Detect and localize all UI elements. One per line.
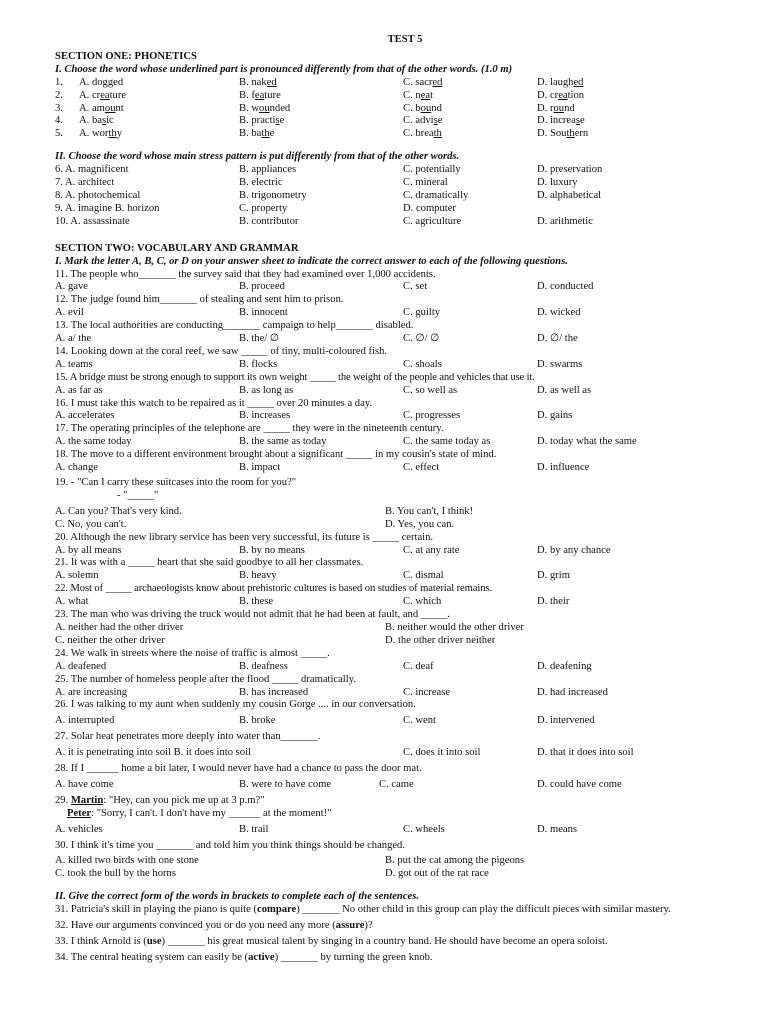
section-one-heading: SECTION ONE: PHONETICS xyxy=(55,50,197,62)
question-24: 24. We walk in streets where the noise of traffic is almost _____. xyxy=(55,647,330,659)
options-23-ab: A. neither had the other driver B. neither would the other driver xyxy=(55,621,524,633)
phonetics-row-4: 4. A. basic B. practise C. advise D. increase xyxy=(55,115,715,128)
option-c: C. sacred xyxy=(403,76,443,88)
options-16: A. accelerates B. increases C. progresses D. gains xyxy=(55,410,573,422)
word-form-instruction: II. Give the correct form of the words in brackets to complete each of the sentences. xyxy=(55,891,419,903)
options-23-cd: C. neither the other driver D. the other driver neither xyxy=(55,634,496,646)
stress-row-6: 6. A. magnificent B. appliances C. potentially D. preservation xyxy=(55,164,603,176)
option-a: A. worthy xyxy=(79,128,122,140)
options-15: A. as far as B. as long as C. so well as D. as well as xyxy=(55,384,592,396)
phonetics-instruction-1: I. Choose the word whose underlined part is pronounced differently from that of the other words. (1.0 m) xyxy=(55,63,513,75)
options-21: A. solemn B. heavy C. dismal D. grim xyxy=(55,570,570,582)
phonetics-row-5: 5. A. worthy B. bathe C. breath D. Southern xyxy=(55,128,715,141)
options-11: A. gave B. proceed C. set D. conducted xyxy=(55,281,594,293)
option-b: B. wounded xyxy=(239,102,291,114)
stress-row-10: 10. A. assassinate B. contributor C. agriculture D. arithmetic xyxy=(55,215,593,227)
question-17: 17. The operating principles of the telephone are _____ they were in the nineteenth century. xyxy=(55,423,444,435)
question-30: 30. I think it's time you _______ and told him you think things should be changed. xyxy=(55,839,406,851)
phonetics-row-3: 3. A. amount B. wounded C. bound D. round xyxy=(55,103,715,116)
options-27: A. it is penetrating into soil B. it does into soil C. does it into soil D. that it does into soil xyxy=(55,747,634,759)
options-25: A. are increasing B. has increased C. increase D. had increased xyxy=(55,686,608,698)
option-a: A. creature xyxy=(79,89,127,101)
options-30-cd: C. took the bull by the horns D. got out of the rat race xyxy=(55,868,489,880)
question-12: 12. The judge found him_______ of stealing and sent him to prison. xyxy=(55,294,344,306)
question-18: 18. The move to a different environment brought about a significant _____ in my cousin's state of mind. xyxy=(55,449,497,461)
section-two-heading: SECTION TWO: VOCABULARY AND GRAMMAR xyxy=(55,242,299,254)
option-c: C. advise xyxy=(403,115,443,127)
question-14: 14. Looking down at the coral reef, we saw _____ of tiny, multi-coloured fish. xyxy=(55,345,388,357)
question-34: 34. The central heating system can easily be (active) _______ by turning the green knob. xyxy=(55,951,433,963)
question-26: 26. I was talking to my aunt when suddenly my cousin Gorge .... in our conversation. xyxy=(55,699,416,711)
stress-row-9: 9. A. imagine B. horizon C. property D. computer xyxy=(55,202,456,214)
options-24: A. deafened B. deafness C. deaf D. deafening xyxy=(55,660,592,672)
question-21: 21. It was with a _____ heart that she said goodbye to all her classmates. xyxy=(55,557,364,569)
speaker-martin: Martin xyxy=(70,794,104,806)
question-29: 29. Martin: "Hey, can you pick me up at 3 p.m?" xyxy=(55,794,265,806)
question-25: 25. The number of homeless people after the flood _____ dramatically. xyxy=(55,673,356,685)
options-18: A. change B. impact C. effect D. influence xyxy=(55,462,590,474)
speaker-peter: Peter xyxy=(67,807,92,819)
option-c: C. bound xyxy=(403,102,442,114)
option-c: C. neat xyxy=(403,89,434,101)
question-15: 15. A bridge must be strong enough to support its own weight _____ the weight of the people and vehicles that use it. xyxy=(55,371,535,383)
option-a: A. amount xyxy=(79,102,124,114)
option-a: A. dogged xyxy=(79,76,124,88)
question-19-reply: - "_____" xyxy=(117,489,159,501)
option-d: D. laughed xyxy=(537,76,584,88)
worksheet-page xyxy=(55,34,715,965)
option-b: B. bathe xyxy=(239,128,275,140)
stress-row-7: 7. A. architect B. electric C. mineral D. luxury xyxy=(55,177,578,189)
options-29: A. vehicles B. trail C. wheels D. means xyxy=(55,823,578,835)
options-26: A. interrupted B. broke C. went D. intervened xyxy=(55,715,595,727)
options-13: A. a/ the B. the/ ∅ C. ∅/ ∅ D. ∅/ the xyxy=(55,333,578,345)
options-12: A. evil B. innocent C. guilty D. wicked xyxy=(55,307,581,319)
option-d: D. creation xyxy=(537,89,585,101)
options-22: A. what B. these C. which D. their xyxy=(55,596,570,608)
question-29-reply: Peter: "Sorry, I can't. I don't have my ______ at the moment!" xyxy=(67,807,332,819)
options-17: A. the same today B. the same as today C. the same today as D. today what the same xyxy=(55,436,637,448)
option-d: D. round xyxy=(537,102,575,114)
stress-instruction: II. Choose the word whose main stress pattern is put differently from that of the other words. xyxy=(55,151,460,163)
phonetics-row-1: 1. A. dogged B. naked C. sacred D. laughed xyxy=(55,77,715,90)
question-33: 33. I think Arnold is (use) _______ his great musical talent by singing in a country band. He should have become an opera soloist. xyxy=(55,936,608,947)
question-23: 23. The man who was driving the truck would not admit that he had been at fault, and _____. xyxy=(55,609,450,621)
question-19: 19. - "Can I carry these suitcases into the room for you?" xyxy=(55,477,297,488)
option-b: B. feature xyxy=(239,89,281,101)
question-27: 27. Solar heat penetrates more deeply into water than_______. xyxy=(55,731,321,743)
option-d: D. increase xyxy=(537,115,585,127)
question-31: 31. Patricia's skill in playing the piano is quite (compare) _______ No other child in this group can play the difficult pieces with similar mastery. xyxy=(55,904,671,916)
question-11: 11. The people who_______ the survey said that they had examined over 1,000 accidents. xyxy=(55,268,436,280)
phonetics-row-2: 2. A. creature B. feature C. neat D. creation xyxy=(55,90,715,103)
options-30-ab: A. killed two birds with one stone B. put the cat among the pigeons xyxy=(55,855,525,867)
question-32: 32. Have our arguments convinced you or do you need any more (assure)? xyxy=(55,920,373,932)
option-b: B. practise xyxy=(239,115,285,127)
question-28: 28. If I ______ home a bit later, I would never have had a chance to pass the door mat. xyxy=(55,763,422,775)
options-19-cd: C. No, you can't. D. Yes, you can. xyxy=(55,518,455,530)
question-13: 13. The local authorities are conducting_______ campaign to help_______ disabled. xyxy=(55,320,414,332)
stress-row-8: 8. A. photochemical B. trigonometry C. dramatically D. alphabetical xyxy=(55,189,602,201)
question-22: 22. Most of _____ archaeologists know about prehistoric cultures is based on studies of material remains. xyxy=(55,583,492,595)
options-20: A. by all means B. by no means C. at any rate D. by any chance xyxy=(55,544,611,556)
option-c: C. breath xyxy=(403,128,442,140)
option-a: A. basic xyxy=(79,115,114,127)
question-16: 16. I must take this watch to be repaired as it _____ over 20 minutes a day. xyxy=(55,397,373,409)
options-19-ab: A. Can you? That's very kind. B. You can't, I think! xyxy=(55,505,474,517)
option-b: B. naked xyxy=(239,76,277,88)
question-20: 20. Although the new library service has been very successful, its future is _____ certain. xyxy=(55,531,434,543)
grammar-instruction: I. Mark the letter A, B, C, or D on your answer sheet to indicate the correct answer to each of the following questions. xyxy=(55,255,568,267)
option-d: D. Southern xyxy=(537,128,589,140)
test-title: TEST 5 xyxy=(387,34,423,45)
options-14: A. teams B. flocks C. shoals D. swarms xyxy=(55,358,583,370)
options-28: A. have come B. were to have come C. came D. could have come xyxy=(55,778,622,790)
